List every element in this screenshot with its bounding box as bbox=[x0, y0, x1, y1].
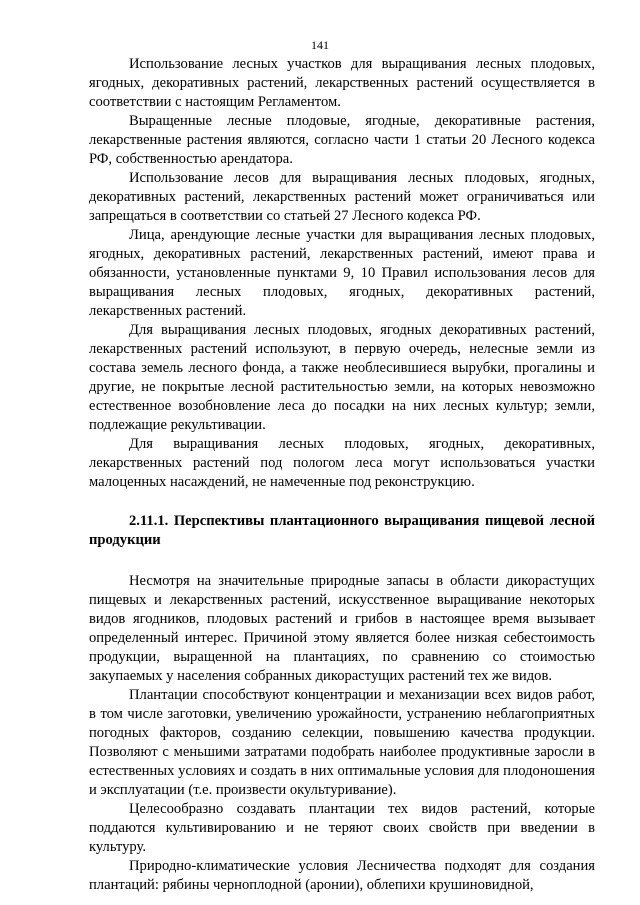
paragraph: Несмотря на значительные природные запасы в области дикорастущих пищевых и лекарственных растений, искусственное выращивание некоторых видов ягодников, плодовых растений и грибов в настоящее время вызывает определенный интерес. Причиной этому является более низкая себестоимость продукции, выращенной на плантациях, по сравнению со стоимостью закупаемых у населения собранных дикорастущих растений тех же видов. bbox=[89, 573, 595, 684]
paragraph: Использование лесных участков для выращивания лесных плодовых, ягодных, декоративных растений, лекарственных растений осуществляется в соответствии с настоящим Регламентом. bbox=[89, 56, 595, 110]
page-number: 141 bbox=[311, 38, 329, 52]
paragraph: Для выращивания лесных плодовых, ягодных, декоративных, лекарственных растений под пологом леса могут использоваться участки малоценных насаждений, не намеченные под реконструкцию. bbox=[89, 436, 595, 490]
paragraph: Выращенные лесные плодовые, ягодные, декоративные растения, лекарственные растения являются, согласно части 1 статьи 20 Лесного кодекса РФ, собственностью арендатора. bbox=[89, 113, 595, 167]
paragraph: Использование лесов для выращивания лесных плодовых, ягодных, декоративных растений, лекарственных растений может ограничиваться или запрещаться в соответствии со статьей 27 Лесного кодекса РФ. bbox=[89, 170, 595, 224]
paragraph: Для выращивания лесных плодовых, ягодных декоративных растений, лекарственных растений используют, в первую очередь, нелесные земли из состава земель лесного фонда, а также необлесившиеся вырубки, прогалины и другие, не покрытые лесной растительностью земли, на которых невозможно естественное возобновление леса до посадки на них лесных культур; земли, подлежащие рекультивации. bbox=[89, 322, 595, 433]
paragraph: Лица, арендующие лесные участки для выращивания лесных плодовых, ягодных, декоративных растений, лекарственных растений, имеют права и обязанности, установленные пунктами 9, 10 Правил использования лесов для выращивания лесных плодовых, ягодных, декоративных растений, лекарственных растений. bbox=[89, 227, 595, 319]
paragraph: Целесообразно создавать плантации тех видов растений, которые поддаются культивированию и не теряют своих свойств при введении в культуру. bbox=[89, 801, 595, 855]
paragraph: Природно-климатические условия Лесничества подходят для создания плантаций: рябины черноплодной (аронии), облепихи крушиновидной, bbox=[89, 858, 595, 893]
document-body bbox=[89, 55, 595, 895]
paragraph: Плантации способствуют концентрации и механизации всех видов работ, в том числе заготовки, увеличению урожайности, устранению неблагоприятных погодных факторов, созданию селекции, повышению качества продукции. Позволяют с меньшими затратами подобрать наиболее продуктивные заросли в естественных условиях и создать в них оптимальные условия для плодоношения и эксплуатации (т.е. произвести окультуривание). bbox=[89, 687, 595, 798]
spacer bbox=[89, 550, 595, 572]
section-heading: 2.11.1. Перспективы плантационного выращивания пищевой лесной продукции bbox=[89, 513, 595, 548]
